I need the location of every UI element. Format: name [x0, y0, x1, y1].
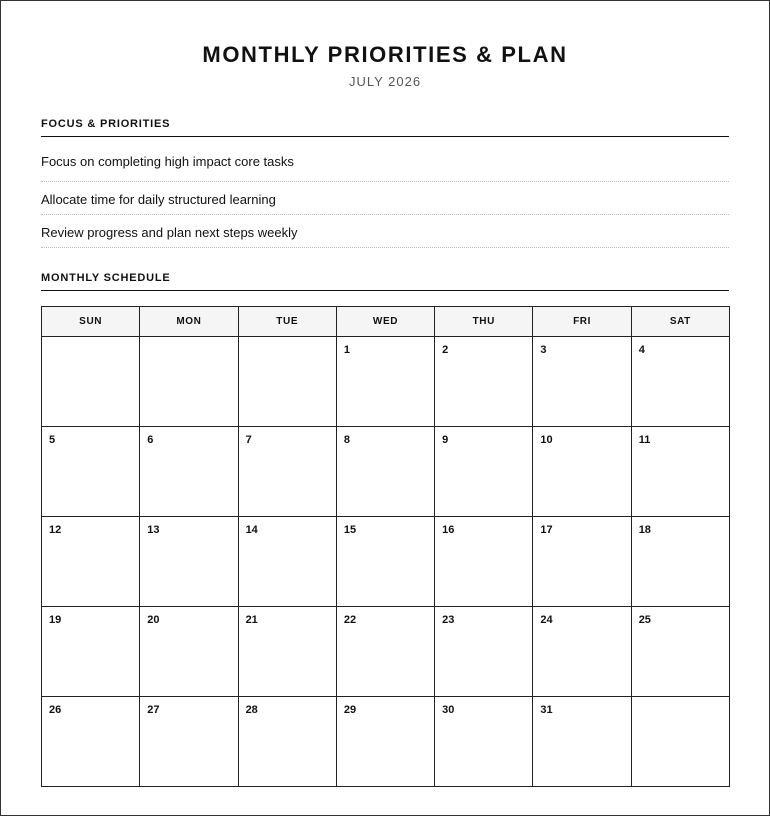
day-cell [42, 337, 140, 427]
priority-item: Review progress and plan next steps weekly [41, 215, 729, 248]
day-number [42, 337, 139, 344]
day-number: 4 [638, 344, 645, 356]
day-cell [435, 607, 533, 697]
day-number: 30 [442, 704, 455, 716]
day-number: 11 [638, 434, 651, 446]
monthly-calendar [41, 306, 730, 787]
day-number [140, 337, 237, 344]
priority-list [41, 137, 729, 248]
day-number: 27 [147, 704, 160, 716]
day-cell [140, 697, 238, 787]
week-row [42, 427, 730, 517]
weekday-header: SUN [42, 307, 140, 337]
priority-item: Allocate time for daily structured learning [41, 182, 729, 215]
day-cell [533, 607, 631, 697]
day-cell [435, 427, 533, 517]
focus-section [41, 118, 729, 248]
day-number: 25 [638, 614, 651, 626]
day-cell [140, 607, 238, 697]
day-number: 18 [638, 524, 651, 536]
weekday-header: TUE [238, 307, 336, 337]
day-number: 9 [442, 434, 449, 446]
day-cell [435, 517, 533, 607]
day-cell [631, 517, 729, 607]
day-number: 15 [343, 524, 357, 536]
day-cell [533, 517, 631, 607]
day-number: 23 [442, 614, 455, 626]
schedule-section [41, 272, 729, 291]
day-number: 5 [49, 434, 56, 446]
day-number: 20 [147, 614, 160, 626]
day-cell [631, 427, 729, 517]
day-cell [533, 427, 631, 517]
day-number: 12 [49, 524, 62, 536]
day-number: 17 [540, 524, 553, 536]
day-cell [631, 337, 729, 427]
day-cell [336, 517, 434, 607]
day-cell [631, 697, 729, 787]
focus-heading: FOCUS & PRIORITIES [41, 118, 729, 137]
month-label: JULY 2026 [348, 74, 422, 89]
day-number: 7 [245, 434, 252, 446]
day-number: 2 [442, 344, 449, 356]
weekday-header: MON [140, 307, 238, 337]
day-number: 3 [540, 344, 547, 356]
day-number: 22 [343, 614, 357, 626]
day-number: 8 [343, 434, 350, 446]
day-number [632, 697, 729, 704]
day-number: 14 [245, 524, 258, 536]
weekday-header-row [42, 307, 730, 337]
day-cell [140, 337, 238, 427]
day-cell [435, 337, 533, 427]
day-cell [336, 697, 434, 787]
schedule-heading: MONTHLY SCHEDULE [41, 272, 729, 291]
week-row [42, 697, 730, 787]
day-number [239, 337, 336, 344]
day-cell [238, 427, 336, 517]
day-cell [336, 607, 434, 697]
day-cell [238, 337, 336, 427]
day-cell [238, 517, 336, 607]
day-number: 1 [343, 344, 350, 356]
day-number: 26 [49, 704, 62, 716]
day-number: 6 [147, 434, 154, 446]
page-header [1, 41, 769, 90]
day-number: 13 [147, 524, 160, 536]
page-title: MONTHLY PRIORITIES & PLAN [202, 42, 568, 67]
day-number: 19 [49, 614, 62, 626]
week-row [42, 337, 730, 427]
day-number: 28 [245, 704, 258, 716]
day-number: 29 [343, 704, 357, 716]
weekday-header: FRI [533, 307, 631, 337]
day-number: 16 [442, 524, 455, 536]
day-number: 24 [540, 614, 553, 626]
day-cell [42, 517, 140, 607]
weekday-header: THU [435, 307, 533, 337]
weekday-header: SAT [631, 307, 729, 337]
day-cell [533, 337, 631, 427]
day-cell [631, 607, 729, 697]
priority-item: Focus on completing high impact core tasks [41, 137, 729, 182]
day-cell [238, 607, 336, 697]
week-row [42, 607, 730, 697]
day-cell [533, 697, 631, 787]
day-number: 10 [540, 434, 553, 446]
day-number: 31 [540, 704, 553, 716]
day-cell [140, 427, 238, 517]
day-cell [336, 427, 434, 517]
day-cell [336, 337, 434, 427]
day-cell [140, 517, 238, 607]
day-number: 21 [245, 614, 258, 626]
day-cell [435, 697, 533, 787]
day-cell [42, 427, 140, 517]
day-cell [42, 607, 140, 697]
weekday-header: WED [336, 307, 434, 337]
day-cell [238, 697, 336, 787]
day-cell [42, 697, 140, 787]
week-row [42, 517, 730, 607]
